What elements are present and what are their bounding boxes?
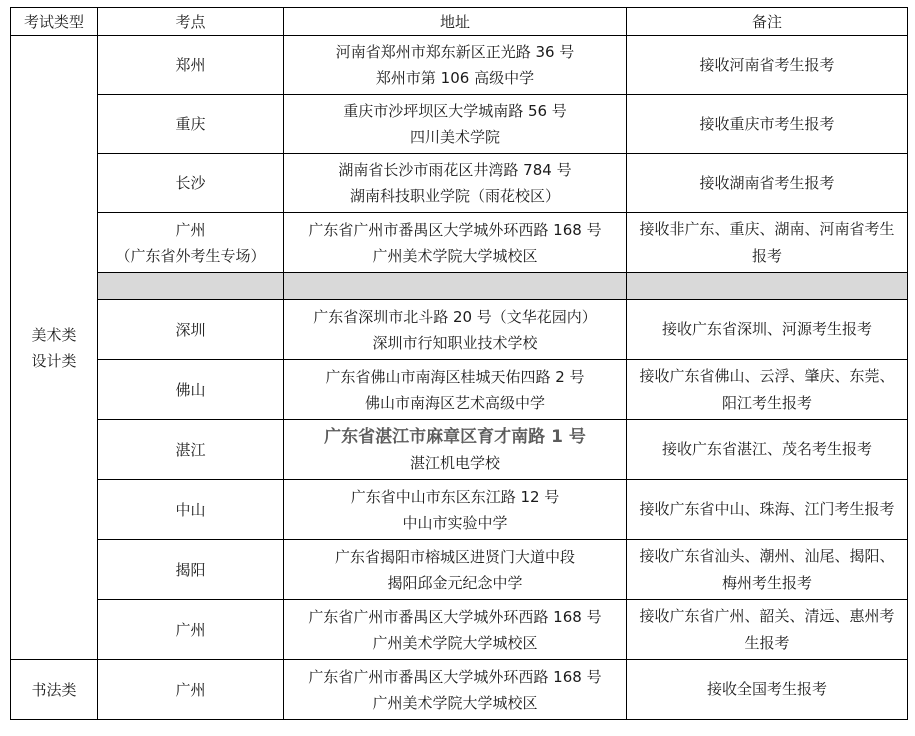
note-cell: 接收广东省中山、珠海、江门考生报考 — [627, 480, 908, 540]
table-row — [11, 420, 908, 480]
address-cell: 广东省湛江市麻章区育才南路 1 号 湛江机电学校 — [284, 420, 627, 480]
note-cell: 接收湖南省考生报考 — [627, 154, 908, 213]
site-cell: 郑州 — [98, 36, 284, 95]
site-cell: 广州 （广东省外考生专场） — [98, 213, 284, 273]
table-row — [11, 540, 908, 600]
site-cell: 深圳 — [98, 300, 284, 360]
table-row — [11, 360, 908, 420]
address-cell: 广东省广州市番禺区大学城外环西路 168 号 广州美术学院大学城校区 — [284, 213, 627, 273]
site-cell: 中山 — [98, 480, 284, 540]
table-row — [11, 480, 908, 540]
table-row — [11, 300, 908, 360]
site-cell: 长沙 — [98, 154, 284, 213]
table-row — [11, 213, 908, 273]
table-row — [11, 600, 908, 660]
exam-type-calligraphy: 书法类 — [11, 660, 98, 720]
table-row — [11, 36, 908, 95]
site-cell: 佛山 — [98, 360, 284, 420]
separator-cell — [98, 273, 284, 300]
address-cell: 重庆市沙坪坝区大学城南路 56 号 四川美术学院 — [284, 95, 627, 154]
note-cell: 接收广东省深圳、河源考生报考 — [627, 300, 908, 360]
header-row — [11, 8, 908, 36]
address-cell: 湖南省长沙市雨花区井湾路 784 号 湖南科技职业学院（雨花校区） — [284, 154, 627, 213]
header-address: 地址 — [284, 8, 627, 36]
table-row — [11, 154, 908, 213]
address-cell: 河南省郑州市郑东新区正光路 36 号 郑州市第 106 高级中学 — [284, 36, 627, 95]
note-cell: 接收广东省湛江、茂名考生报考 — [627, 420, 908, 480]
site-cell: 湛江 — [98, 420, 284, 480]
header-note: 备注 — [627, 8, 908, 36]
note-cell: 接收非广东、重庆、湖南、河南省考生报考 — [627, 213, 908, 273]
site-cell: 广州 — [98, 660, 284, 720]
address-cell: 广东省深圳市北斗路 20 号（文华花园内） 深圳市行知职业技术学校 — [284, 300, 627, 360]
address-cell: 广东省广州市番禺区大学城外环西路 168 号 广州美术学院大学城校区 — [284, 600, 627, 660]
address-cell: 广东省广州市番禺区大学城外环西路 168 号 广州美术学院大学城校区 — [284, 660, 627, 720]
note-cell: 接收广东省佛山、云浮、肇庆、东莞、阳江考生报考 — [627, 360, 908, 420]
separator-cell — [627, 273, 908, 300]
site-cell: 重庆 — [98, 95, 284, 154]
note-cell: 接收全国考生报考 — [627, 660, 908, 720]
note-cell: 接收重庆市考生报考 — [627, 95, 908, 154]
exam-sites-table — [10, 7, 908, 720]
note-cell: 接收河南省考生报考 — [627, 36, 908, 95]
address-cell: 广东省佛山市南海区桂城天佑四路 2 号 佛山市南海区艺术高级中学 — [284, 360, 627, 420]
note-cell: 接收广东省广州、韶关、清远、惠州考生报考 — [627, 600, 908, 660]
table-row — [11, 660, 908, 720]
site-cell: 广州 — [98, 600, 284, 660]
address-cell: 广东省中山市东区东江路 12 号 中山市实验中学 — [284, 480, 627, 540]
separator-row — [11, 273, 908, 300]
header-exam-type: 考试类型 — [11, 8, 98, 36]
address-cell: 广东省揭阳市榕城区进贤门大道中段 揭阳邱金元纪念中学 — [284, 540, 627, 600]
header-site: 考点 — [98, 8, 284, 36]
exam-type-art-design: 美术类 设计类 — [11, 36, 98, 660]
table-row — [11, 95, 908, 154]
separator-cell — [284, 273, 627, 300]
note-cell: 接收广东省汕头、潮州、汕尾、揭阳、梅州考生报考 — [627, 540, 908, 600]
site-cell: 揭阳 — [98, 540, 284, 600]
